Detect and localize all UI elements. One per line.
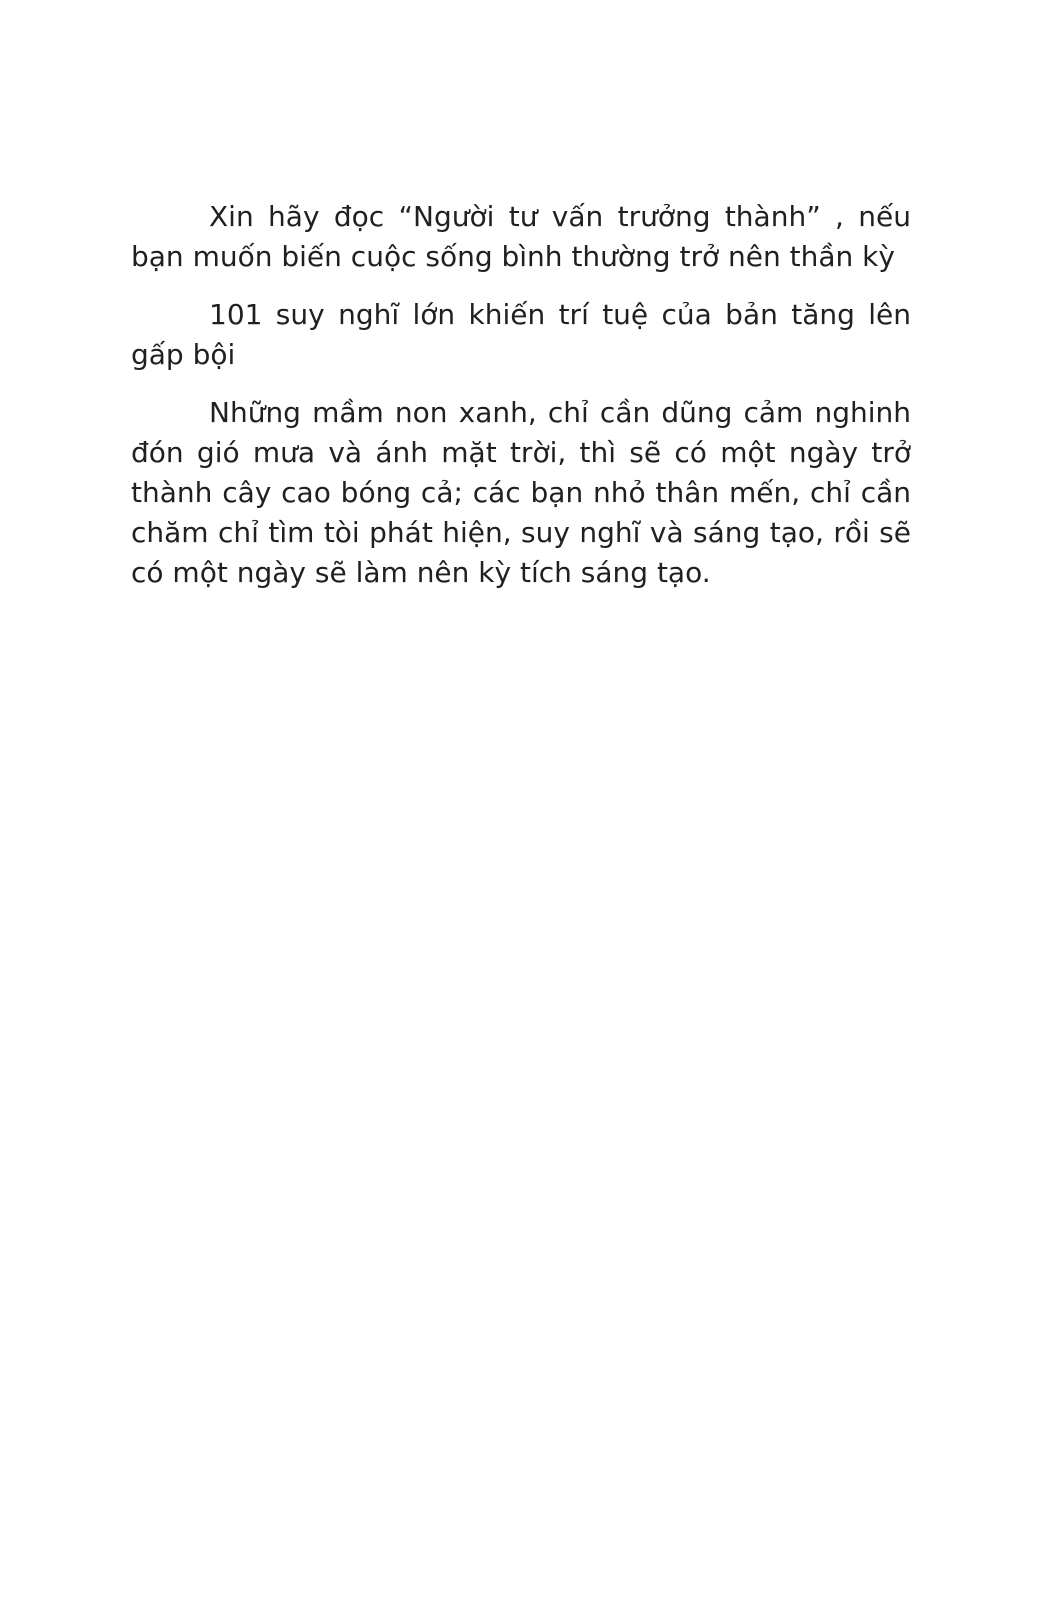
paragraph-encouragement: Những mầm non xanh, chỉ cần dũng cảm nghinh đón gió mưa và ánh mặt trời, thì sẽ có một ngày trở thành cây cao bóng cả; các bạn nhỏ thân mến, chỉ cần chăm chỉ tìm tòi phát hiện, suy nghĩ và sáng tạo, rồi sẽ có một ngày sẽ làm nên kỳ tích sáng tạo. (131, 396, 911, 589)
paragraph-book-title: 101 suy nghĩ lớn khiến trí tuệ của bản tăng lên gấp bội (131, 298, 911, 371)
body-text (131, 197, 911, 593)
paragraph-recommendation: Xin hãy đọc “Người tư vấn trưởng thành” , nếu bạn muốn biến cuộc sống bình thường trở nên thần kỳ (131, 200, 911, 273)
